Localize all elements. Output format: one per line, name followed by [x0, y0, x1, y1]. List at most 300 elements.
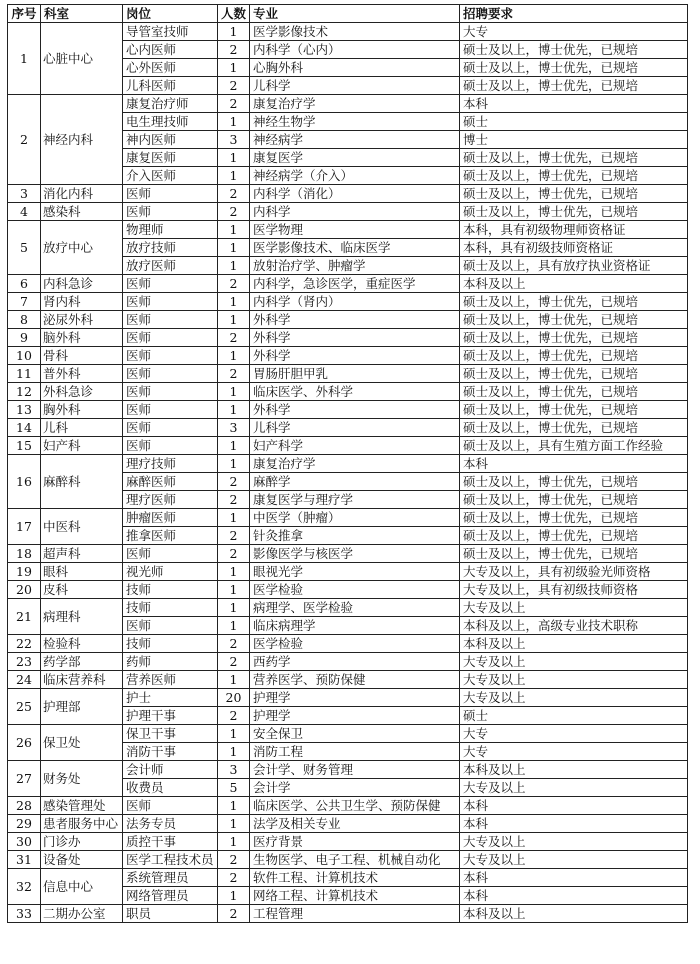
cell-department: 超声科 [41, 545, 123, 563]
cell-position: 质控干事 [123, 833, 218, 851]
cell-position: 网络管理员 [123, 887, 218, 905]
cell-department: 感染科 [41, 203, 123, 221]
table-row [8, 581, 688, 599]
cell-major: 工程管理 [250, 905, 460, 923]
cell-requirement: 大专 [460, 725, 688, 743]
header-row [8, 5, 688, 23]
cell-requirement: 硕士及以上，博士优先，已规培 [460, 365, 688, 383]
cell-major: 儿科学 [250, 419, 460, 437]
cell-count: 3 [218, 761, 250, 779]
cell-count: 2 [218, 77, 250, 95]
cell-requirement: 大专及以上 [460, 851, 688, 869]
cell-position: 职员 [123, 905, 218, 923]
cell-index: 16 [8, 455, 41, 509]
cell-index: 29 [8, 815, 41, 833]
cell-count: 1 [218, 581, 250, 599]
cell-count: 2 [218, 41, 250, 59]
header-count: 人数 [218, 5, 250, 23]
cell-major: 内科学，急诊医学，重症医学 [250, 275, 460, 293]
cell-major: 康复治疗学 [250, 95, 460, 113]
cell-requirement: 本科 [460, 815, 688, 833]
cell-major: 麻醉学 [250, 473, 460, 491]
cell-department: 护理部 [41, 689, 123, 725]
cell-count: 1 [218, 599, 250, 617]
cell-requirement: 本科及以上 [460, 905, 688, 923]
cell-major: 会计学 [250, 779, 460, 797]
cell-major: 外科学 [250, 347, 460, 365]
cell-position: 神内医师 [123, 131, 218, 149]
cell-requirement: 本科，具有初级物理师资格证 [460, 221, 688, 239]
cell-index: 15 [8, 437, 41, 455]
cell-count: 2 [218, 905, 250, 923]
cell-position: 技师 [123, 635, 218, 653]
cell-requirement: 大专及以上 [460, 833, 688, 851]
cell-department: 胸外科 [41, 401, 123, 419]
cell-department: 骨科 [41, 347, 123, 365]
cell-major: 放射治疗学、肿瘤学 [250, 257, 460, 275]
cell-requirement: 硕士及以上，具有生殖方面工作经验 [460, 437, 688, 455]
table-body [8, 23, 688, 923]
cell-count: 1 [218, 59, 250, 77]
cell-major: 会计学、财务管理 [250, 761, 460, 779]
cell-index: 9 [8, 329, 41, 347]
table-row [8, 545, 688, 563]
cell-count: 2 [218, 635, 250, 653]
cell-position: 物理师 [123, 221, 218, 239]
cell-requirement: 本科 [460, 797, 688, 815]
cell-index: 20 [8, 581, 41, 599]
cell-major: 心胸外科 [250, 59, 460, 77]
cell-major: 软件工程、计算机技术 [250, 869, 460, 887]
cell-index: 32 [8, 869, 41, 905]
cell-department: 普外科 [41, 365, 123, 383]
cell-department: 心脏中心 [41, 23, 123, 95]
cell-department: 药学部 [41, 653, 123, 671]
cell-requirement: 硕士及以上，博士优先，已规培 [460, 527, 688, 545]
cell-position: 放疗技师 [123, 239, 218, 257]
cell-count: 1 [218, 239, 250, 257]
cell-requirement: 本科及以上 [460, 761, 688, 779]
cell-position: 医师 [123, 383, 218, 401]
cell-major: 医学影像技术、临床医学 [250, 239, 460, 257]
table-row [8, 347, 688, 365]
cell-department: 皮科 [41, 581, 123, 599]
cell-position: 介入医师 [123, 167, 218, 185]
cell-major: 胃肠肝胆甲乳 [250, 365, 460, 383]
cell-department: 感染管理处 [41, 797, 123, 815]
cell-position: 医师 [123, 329, 218, 347]
cell-major: 护理学 [250, 707, 460, 725]
cell-count: 1 [218, 113, 250, 131]
cell-index: 12 [8, 383, 41, 401]
cell-count: 2 [218, 275, 250, 293]
cell-count: 3 [218, 131, 250, 149]
table-row [8, 851, 688, 869]
cell-index: 7 [8, 293, 41, 311]
cell-requirement: 硕士及以上，博士优先，已规培 [460, 149, 688, 167]
cell-position: 心外医师 [123, 59, 218, 77]
cell-department: 消化内科 [41, 185, 123, 203]
cell-position: 视光师 [123, 563, 218, 581]
cell-count: 1 [218, 23, 250, 41]
cell-count: 1 [218, 797, 250, 815]
cell-department: 信息中心 [41, 869, 123, 905]
cell-major: 安全保卫 [250, 725, 460, 743]
cell-major: 康复医学 [250, 149, 460, 167]
cell-requirement: 大专 [460, 23, 688, 41]
cell-requirement: 本科 [460, 95, 688, 113]
table-row [8, 23, 688, 41]
cell-major: 医学影像技术 [250, 23, 460, 41]
cell-major: 内科学（肾内） [250, 293, 460, 311]
cell-department: 泌尿外科 [41, 311, 123, 329]
cell-count: 1 [218, 563, 250, 581]
cell-position: 儿科医师 [123, 77, 218, 95]
cell-major: 医学检验 [250, 635, 460, 653]
cell-major: 临床医学、公共卫生学、预防保健 [250, 797, 460, 815]
cell-department: 病理科 [41, 599, 123, 635]
cell-count: 1 [218, 311, 250, 329]
table-row [8, 725, 688, 743]
cell-position: 心内医师 [123, 41, 218, 59]
table-row [8, 401, 688, 419]
cell-count: 2 [218, 527, 250, 545]
cell-department: 检验科 [41, 635, 123, 653]
cell-index: 17 [8, 509, 41, 545]
header-position: 岗位 [123, 5, 218, 23]
cell-position: 医师 [123, 401, 218, 419]
cell-requirement: 大专及以上 [460, 689, 688, 707]
cell-position: 技师 [123, 599, 218, 617]
cell-index: 5 [8, 221, 41, 275]
cell-position: 法务专员 [123, 815, 218, 833]
table-row [8, 689, 688, 707]
table-row [8, 437, 688, 455]
cell-requirement: 大专及以上 [460, 653, 688, 671]
cell-major: 神经病学 [250, 131, 460, 149]
cell-department: 保卫处 [41, 725, 123, 761]
cell-count: 1 [218, 455, 250, 473]
cell-department: 妇产科 [41, 437, 123, 455]
cell-index: 10 [8, 347, 41, 365]
cell-index: 19 [8, 563, 41, 581]
cell-major: 针灸推拿 [250, 527, 460, 545]
cell-index: 26 [8, 725, 41, 761]
cell-position: 医师 [123, 347, 218, 365]
cell-department: 患者服务中心 [41, 815, 123, 833]
cell-requirement: 硕士及以上，博士优先，已规培 [460, 347, 688, 365]
cell-major: 外科学 [250, 401, 460, 419]
cell-index: 30 [8, 833, 41, 851]
cell-count: 2 [218, 203, 250, 221]
cell-position: 肿瘤医师 [123, 509, 218, 527]
cell-count: 2 [218, 491, 250, 509]
cell-major: 内科学（消化） [250, 185, 460, 203]
cell-index: 14 [8, 419, 41, 437]
cell-position: 医师 [123, 419, 218, 437]
table-row [8, 455, 688, 473]
cell-index: 28 [8, 797, 41, 815]
cell-major: 妇产科学 [250, 437, 460, 455]
cell-index: 4 [8, 203, 41, 221]
cell-position: 医师 [123, 545, 218, 563]
cell-count: 1 [218, 509, 250, 527]
cell-department: 设备处 [41, 851, 123, 869]
table-row [8, 869, 688, 887]
cell-index: 27 [8, 761, 41, 797]
cell-position: 收费员 [123, 779, 218, 797]
cell-requirement: 硕士 [460, 113, 688, 131]
cell-count: 1 [218, 743, 250, 761]
cell-position: 系统管理员 [123, 869, 218, 887]
cell-index: 24 [8, 671, 41, 689]
recruitment-table [7, 4, 688, 923]
cell-major: 法学及相关专业 [250, 815, 460, 833]
cell-department: 儿科 [41, 419, 123, 437]
cell-requirement: 大专 [460, 743, 688, 761]
cell-position: 推拿医师 [123, 527, 218, 545]
table-row [8, 509, 688, 527]
table-row [8, 599, 688, 617]
cell-count: 2 [218, 545, 250, 563]
cell-position: 康复治疗师 [123, 95, 218, 113]
cell-major: 中医学（肿瘤） [250, 509, 460, 527]
cell-index: 25 [8, 689, 41, 725]
cell-requirement: 硕士及以上，博士优先，已规培 [460, 167, 688, 185]
table-row [8, 203, 688, 221]
cell-count: 1 [218, 671, 250, 689]
cell-requirement: 硕士及以上，博士优先，已规培 [460, 59, 688, 77]
cell-position: 理疗医师 [123, 491, 218, 509]
cell-major: 营养医学、预防保健 [250, 671, 460, 689]
cell-count: 1 [218, 221, 250, 239]
cell-major: 影像医学与核医学 [250, 545, 460, 563]
cell-requirement: 大专及以上，具有初级验光师资格 [460, 563, 688, 581]
cell-count: 20 [218, 689, 250, 707]
cell-position: 医师 [123, 293, 218, 311]
cell-requirement: 硕士及以上，博士优先，已规培 [460, 419, 688, 437]
cell-count: 1 [218, 293, 250, 311]
header-department: 科室 [41, 5, 123, 23]
cell-index: 11 [8, 365, 41, 383]
cell-requirement: 硕士及以上，博士优先，已规培 [460, 401, 688, 419]
cell-major: 儿科学 [250, 77, 460, 95]
cell-index: 8 [8, 311, 41, 329]
cell-count: 2 [218, 185, 250, 203]
cell-department: 临床营养科 [41, 671, 123, 689]
cell-requirement: 硕士及以上，博士优先，已规培 [460, 491, 688, 509]
cell-position: 护理干事 [123, 707, 218, 725]
table-row [8, 833, 688, 851]
cell-requirement: 本科 [460, 887, 688, 905]
cell-index: 21 [8, 599, 41, 635]
cell-requirement: 硕士及以上，博士优先，已规培 [460, 77, 688, 95]
cell-index: 23 [8, 653, 41, 671]
cell-requirement: 本科及以上，高级专业技术职称 [460, 617, 688, 635]
cell-count: 1 [218, 617, 250, 635]
table-row [8, 815, 688, 833]
cell-count: 2 [218, 329, 250, 347]
cell-position: 康复医师 [123, 149, 218, 167]
cell-requirement: 硕士及以上，博士优先，已规培 [460, 311, 688, 329]
cell-count: 1 [218, 725, 250, 743]
header-requirement: 招聘要求 [460, 5, 688, 23]
cell-position: 会计师 [123, 761, 218, 779]
cell-department: 内科急诊 [41, 275, 123, 293]
cell-requirement: 博士 [460, 131, 688, 149]
cell-major: 眼视光学 [250, 563, 460, 581]
cell-major: 病理学、医学检验 [250, 599, 460, 617]
cell-count: 2 [218, 869, 250, 887]
cell-department: 放疗中心 [41, 221, 123, 275]
cell-index: 13 [8, 401, 41, 419]
cell-major: 临床医学、外科学 [250, 383, 460, 401]
cell-count: 1 [218, 401, 250, 419]
cell-requirement: 本科及以上 [460, 635, 688, 653]
cell-major: 护理学 [250, 689, 460, 707]
cell-count: 1 [218, 437, 250, 455]
cell-department: 财务处 [41, 761, 123, 797]
cell-count: 2 [218, 95, 250, 113]
table-row [8, 329, 688, 347]
cell-position: 医师 [123, 365, 218, 383]
table-row [8, 761, 688, 779]
cell-position: 医师 [123, 797, 218, 815]
cell-position: 护士 [123, 689, 218, 707]
cell-position: 理疗技师 [123, 455, 218, 473]
cell-position: 医师 [123, 311, 218, 329]
cell-position: 医师 [123, 617, 218, 635]
cell-index: 3 [8, 185, 41, 203]
cell-count: 2 [218, 851, 250, 869]
cell-count: 1 [218, 887, 250, 905]
cell-requirement: 本科，具有初级技师资格证 [460, 239, 688, 257]
cell-count: 1 [218, 815, 250, 833]
cell-count: 2 [218, 653, 250, 671]
cell-major: 医疗背景 [250, 833, 460, 851]
table-row [8, 635, 688, 653]
cell-requirement: 大专及以上，具有初级技师资格 [460, 581, 688, 599]
table-row [8, 185, 688, 203]
cell-major: 消防工程 [250, 743, 460, 761]
cell-major: 医学物理 [250, 221, 460, 239]
table-row [8, 365, 688, 383]
cell-requirement: 硕士及以上，博士优先，已规培 [460, 509, 688, 527]
cell-major: 神经病学（介入） [250, 167, 460, 185]
cell-index: 33 [8, 905, 41, 923]
cell-count: 1 [218, 257, 250, 275]
cell-major: 外科学 [250, 311, 460, 329]
cell-requirement: 本科及以上 [460, 275, 688, 293]
cell-index: 6 [8, 275, 41, 293]
cell-count: 1 [218, 167, 250, 185]
cell-requirement: 本科 [460, 869, 688, 887]
cell-department: 脑外科 [41, 329, 123, 347]
cell-requirement: 大专及以上 [460, 599, 688, 617]
cell-requirement: 大专及以上 [460, 671, 688, 689]
cell-major: 康复治疗学 [250, 455, 460, 473]
cell-major: 网络工程、计算机技术 [250, 887, 460, 905]
cell-major: 医学检验 [250, 581, 460, 599]
cell-requirement: 硕士及以上，博士优先，已规培 [460, 41, 688, 59]
table-row [8, 797, 688, 815]
cell-position: 医学工程技术员 [123, 851, 218, 869]
cell-count: 2 [218, 707, 250, 725]
cell-department: 眼科 [41, 563, 123, 581]
cell-requirement: 硕士及以上，博士优先，已规培 [460, 383, 688, 401]
cell-major: 神经生物学 [250, 113, 460, 131]
table-row [8, 419, 688, 437]
cell-department: 外科急诊 [41, 383, 123, 401]
cell-count: 1 [218, 347, 250, 365]
cell-department: 肾内科 [41, 293, 123, 311]
cell-count: 2 [218, 365, 250, 383]
cell-major: 外科学 [250, 329, 460, 347]
cell-department: 神经内科 [41, 95, 123, 185]
cell-position: 消防干事 [123, 743, 218, 761]
table-row [8, 905, 688, 923]
table-row [8, 221, 688, 239]
table-row [8, 311, 688, 329]
cell-position: 麻醉医师 [123, 473, 218, 491]
table-row [8, 293, 688, 311]
cell-index: 31 [8, 851, 41, 869]
cell-count: 1 [218, 383, 250, 401]
table-row [8, 653, 688, 671]
cell-index: 22 [8, 635, 41, 653]
cell-requirement: 硕士及以上，博士优先，已规培 [460, 185, 688, 203]
header-major: 专业 [250, 5, 460, 23]
cell-department: 二期办公室 [41, 905, 123, 923]
cell-position: 导管室技师 [123, 23, 218, 41]
cell-requirement: 硕士及以上，博士优先，已规培 [460, 293, 688, 311]
cell-position: 营养医师 [123, 671, 218, 689]
cell-position: 医师 [123, 203, 218, 221]
cell-position: 技师 [123, 581, 218, 599]
cell-index: 2 [8, 95, 41, 185]
cell-position: 放疗医师 [123, 257, 218, 275]
cell-requirement: 硕士及以上，博士优先，已规培 [460, 545, 688, 563]
cell-position: 医师 [123, 437, 218, 455]
table-row [8, 671, 688, 689]
table-row [8, 563, 688, 581]
cell-index: 18 [8, 545, 41, 563]
cell-requirement: 硕士及以上，博士优先，已规培 [460, 329, 688, 347]
cell-requirement: 硕士及以上，博士优先，已规培 [460, 473, 688, 491]
cell-department: 中医科 [41, 509, 123, 545]
cell-position: 电生理技师 [123, 113, 218, 131]
cell-count: 1 [218, 833, 250, 851]
cell-requirement: 硕士及以上，具有放疗执业资格证 [460, 257, 688, 275]
cell-requirement: 本科 [460, 455, 688, 473]
cell-department: 麻醉科 [41, 455, 123, 509]
cell-requirement: 大专及以上 [460, 779, 688, 797]
cell-major: 生物医学、电子工程、机械自动化 [250, 851, 460, 869]
cell-count: 3 [218, 419, 250, 437]
cell-position: 保卫干事 [123, 725, 218, 743]
table-row [8, 275, 688, 293]
cell-requirement: 硕士 [460, 707, 688, 725]
table-row [8, 95, 688, 113]
cell-count: 1 [218, 149, 250, 167]
cell-index: 1 [8, 23, 41, 95]
cell-department: 门诊办 [41, 833, 123, 851]
cell-position: 医师 [123, 275, 218, 293]
cell-requirement: 硕士及以上，博士优先，已规培 [460, 203, 688, 221]
cell-count: 2 [218, 473, 250, 491]
cell-major: 内科学 [250, 203, 460, 221]
cell-count: 5 [218, 779, 250, 797]
